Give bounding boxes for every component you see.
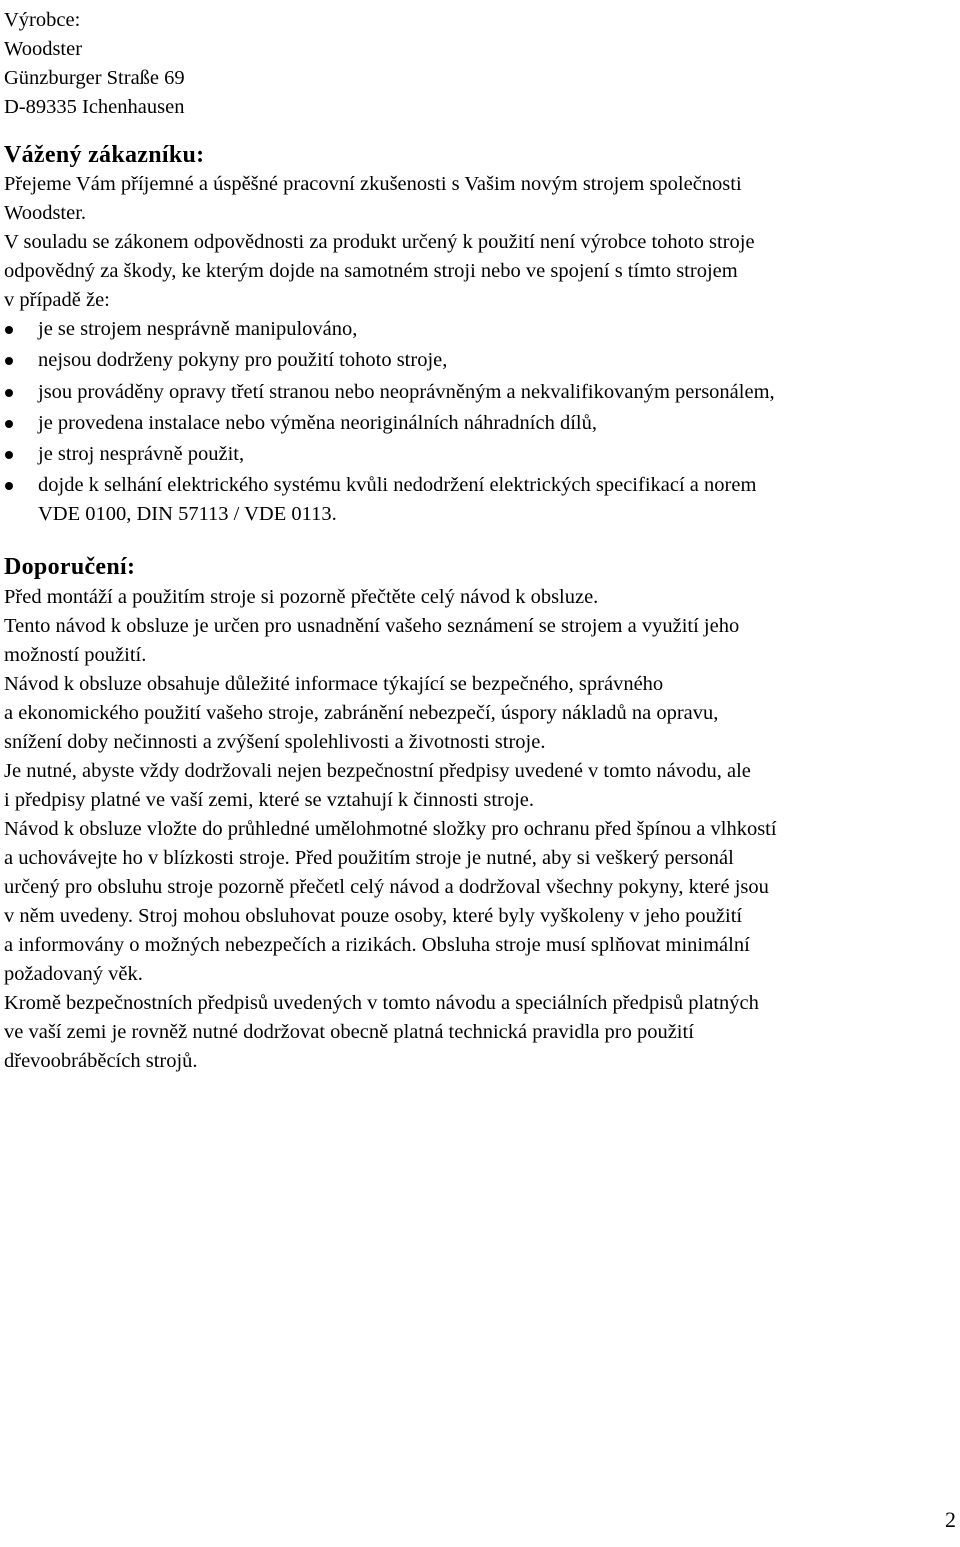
bullet-icon xyxy=(5,389,13,397)
text-line: Před montáží a použitím stroje si pozorně přečtěte celý návod k obsluze. xyxy=(4,586,599,609)
text-line: i předpisy platné ve vaší zemi, které se vztahují k činnosti stroje. xyxy=(4,789,535,812)
text-line: Tento návod k obsluze je určen pro usnadnění vašeho seznámení se strojem a využití jeho xyxy=(4,615,740,638)
bullet-icon xyxy=(5,326,13,334)
text-line: a ekonomického použití vašeho stroje, zabránění nebezpečí, úspory nákladů na opravu, xyxy=(4,702,719,725)
text-line: Přejeme Vám příjemné a úspěšné pracovní zkušenosti s Vašim novým strojem společnosti xyxy=(4,173,742,195)
text-line: určený pro obsluhu stroje pozorně přečetl celý návod a dodržoval všechny pokyny, které jsou xyxy=(4,876,769,899)
list-item-text: dojde k selhání elektrického systému kvůli nedodržení elektrických specifikací a norem xyxy=(38,474,757,497)
page-number: 2 xyxy=(945,1507,956,1532)
list-item xyxy=(4,378,956,407)
liability-exclusions-list xyxy=(4,315,956,529)
text-line: ve vaší zemi je rovněž nutné dodržovat obecně platná technická pravidla pro použití xyxy=(4,1021,694,1044)
manual-page xyxy=(4,6,956,1076)
list-item-text: nejsou dodrženy pokyny pro použití tohoto stroje, xyxy=(38,349,448,372)
manufacturer-address xyxy=(4,6,956,122)
text-line: Je nutné, abyste vždy dodržovali nejen bezpečnostní předpisy uvedené v tomto návodu, ale xyxy=(4,760,751,783)
text-line: V souladu se zákonem odpovědnosti za produkt určený k použití není výrobce tohoto stroje xyxy=(4,231,755,253)
recommendation-heading: Doporučení: xyxy=(4,554,136,581)
text-line: dřevoobráběcích strojů. xyxy=(4,1050,198,1073)
text-line: možností použití. xyxy=(4,644,147,667)
text-line: Kromě bezpečnostních předpisů uvedených v tomto návodu a speciálních předpisů platných xyxy=(4,992,759,1015)
bullet-icon xyxy=(5,420,13,428)
list-item-text-continued: VDE 0100, DIN 57113 / VDE 0113. xyxy=(38,503,337,526)
text-line: Návod k obsluze vložte do průhledné umělohmotné složky pro ochranu před špínou a vlhkostí xyxy=(4,818,777,841)
list-item xyxy=(4,315,956,344)
text-line: v případě že: xyxy=(4,289,110,311)
list-item-text: jsou prováděny opravy třetí stranou nebo neoprávněným a nekvalifikovaným personálem, xyxy=(38,380,775,403)
manufacturer-name: Woodster xyxy=(4,38,83,60)
list-item-text: je provedena instalace nebo výměna neoriginálních náhradních dílů, xyxy=(38,411,597,434)
list-item xyxy=(4,440,956,469)
manufacturer-city: D-89335 Ichenhausen xyxy=(4,96,185,118)
bullet-icon xyxy=(5,451,13,459)
recommendation-paragraph xyxy=(4,583,956,1076)
list-item xyxy=(4,346,956,375)
text-line: Návod k obsluze obsahuje důležité informace týkající se bezpečného, správného xyxy=(4,673,664,696)
list-item xyxy=(4,409,956,438)
text-line: požadovaný věk. xyxy=(4,963,143,986)
text-line: v něm uvedeny. Stroj mohou obsluhovat pouze osoby, které byly vyškoleny v jeho použití xyxy=(4,905,743,928)
greeting-heading: Vážený zákazníku: xyxy=(4,142,205,168)
text-line: a uchovávejte ho v blízkosti stroje. Před použitím stroje je nutné, aby si veškerý personál xyxy=(4,847,734,870)
text-line: Woodster. xyxy=(4,202,87,224)
list-item xyxy=(4,471,956,529)
list-item-text: je se strojem nesprávně manipulováno, xyxy=(38,318,358,340)
greeting-paragraph xyxy=(4,170,956,315)
text-line: a informovány o možných nebezpečích a rizikách. Obsluha stroje musí splňovat minimální xyxy=(4,934,750,957)
manufacturer-label: Výrobce: xyxy=(4,9,81,31)
bullet-icon xyxy=(5,357,13,365)
text-line: snížení doby nečinnosti a zvýšení spolehlivosti a životnosti stroje. xyxy=(4,731,546,754)
bullet-icon xyxy=(5,482,13,490)
text-line: odpovědný za škody, ke kterým dojde na samotném stroji nebo ve spojení s tímto strojem xyxy=(4,260,738,282)
manufacturer-street: Günzburger Straße 69 xyxy=(4,67,185,89)
list-item-text: je stroj nesprávně použit, xyxy=(38,443,245,466)
